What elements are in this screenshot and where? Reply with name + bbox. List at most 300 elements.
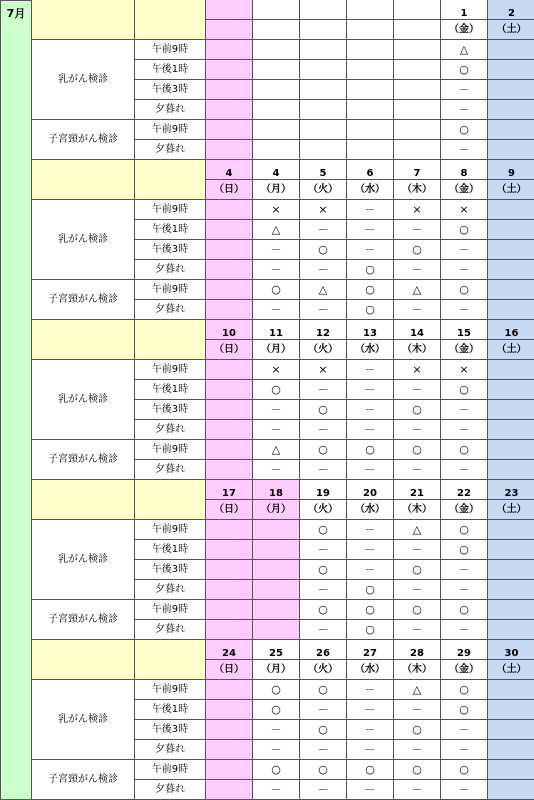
exam-name: 乳がん検診 bbox=[32, 680, 135, 760]
availability-mark: × bbox=[441, 360, 488, 380]
availability-mark: △ bbox=[394, 680, 441, 700]
availability-mark bbox=[488, 700, 534, 720]
availability-mark: － bbox=[300, 780, 347, 800]
availability-mark bbox=[206, 140, 253, 160]
availability-mark: － bbox=[300, 540, 347, 560]
availability-mark: － bbox=[347, 220, 394, 240]
availability-mark bbox=[206, 100, 253, 120]
weekday-cell: （水） bbox=[347, 340, 394, 360]
availability-mark: － bbox=[394, 300, 441, 320]
week-header-blank bbox=[135, 480, 206, 520]
exam-name: 乳がん検診 bbox=[32, 40, 135, 120]
availability-mark bbox=[394, 120, 441, 140]
time-slot-label: 午後1時 bbox=[135, 60, 206, 80]
weekday-cell bbox=[347, 20, 394, 40]
date-cell: 14 bbox=[394, 320, 441, 340]
availability-mark: △ bbox=[253, 220, 300, 240]
availability-mark: × bbox=[394, 200, 441, 220]
availability-mark: － bbox=[441, 400, 488, 420]
weekday-cell: （火） bbox=[300, 660, 347, 680]
exam-name: 子宮頸がん検診 bbox=[32, 120, 135, 160]
availability-mark: ○ bbox=[347, 280, 394, 300]
availability-mark bbox=[488, 80, 534, 100]
availability-mark: － bbox=[347, 540, 394, 560]
availability-mark: － bbox=[300, 380, 347, 400]
availability-mark bbox=[206, 460, 253, 480]
date-cell: 4 bbox=[206, 160, 253, 180]
availability-mark: ○ bbox=[394, 760, 441, 780]
availability-mark: － bbox=[441, 720, 488, 740]
availability-mark: ○ bbox=[347, 760, 394, 780]
availability-mark bbox=[253, 60, 300, 80]
week-header-blank bbox=[32, 0, 135, 40]
availability-mark bbox=[206, 80, 253, 100]
weekday-cell: （火） bbox=[300, 180, 347, 200]
availability-mark bbox=[253, 600, 300, 620]
date-cell: 12 bbox=[300, 320, 347, 340]
availability-mark: － bbox=[441, 780, 488, 800]
availability-mark: － bbox=[347, 720, 394, 740]
availability-mark bbox=[394, 80, 441, 100]
availability-mark: － bbox=[347, 420, 394, 440]
availability-mark: ○ bbox=[394, 720, 441, 740]
availability-mark bbox=[488, 720, 534, 740]
availability-mark: － bbox=[394, 220, 441, 240]
date-cell bbox=[206, 0, 253, 20]
weekday-cell bbox=[253, 20, 300, 40]
availability-mark: ○ bbox=[253, 680, 300, 700]
date-cell: 17 bbox=[206, 480, 253, 500]
availability-mark bbox=[488, 540, 534, 560]
availability-mark: － bbox=[253, 260, 300, 280]
availability-mark bbox=[488, 520, 534, 540]
availability-mark bbox=[488, 280, 534, 300]
date-cell: 19 bbox=[300, 480, 347, 500]
availability-mark: － bbox=[394, 540, 441, 560]
availability-mark: ○ bbox=[441, 280, 488, 300]
availability-mark: － bbox=[441, 460, 488, 480]
date-cell: 1 bbox=[441, 0, 488, 20]
time-slot-label: 午前9時 bbox=[135, 200, 206, 220]
week-header-blank bbox=[135, 0, 206, 40]
time-slot-label: 夕暮れ bbox=[135, 580, 206, 600]
availability-mark bbox=[300, 120, 347, 140]
availability-mark: － bbox=[394, 780, 441, 800]
week-header-blank bbox=[32, 480, 135, 520]
availability-mark bbox=[206, 380, 253, 400]
availability-mark: ○ bbox=[253, 380, 300, 400]
week-header-blank bbox=[32, 320, 135, 360]
availability-mark bbox=[488, 240, 534, 260]
availability-mark: － bbox=[347, 740, 394, 760]
date-cell: 2 bbox=[488, 0, 534, 20]
availability-mark bbox=[488, 460, 534, 480]
exam-name: 子宮頸がん検診 bbox=[32, 600, 135, 640]
date-cell: 29 bbox=[441, 640, 488, 660]
date-cell: 10 bbox=[206, 320, 253, 340]
weekday-cell: （月） bbox=[253, 180, 300, 200]
availability-mark: △ bbox=[394, 520, 441, 540]
availability-mark: ○ bbox=[347, 620, 394, 640]
weekday-cell: （金） bbox=[441, 20, 488, 40]
availability-mark bbox=[300, 80, 347, 100]
weekday-cell: （月） bbox=[253, 340, 300, 360]
availability-mark: × bbox=[253, 360, 300, 380]
weekday-cell: （木） bbox=[394, 500, 441, 520]
availability-mark: ○ bbox=[300, 760, 347, 780]
time-slot-label: 午前9時 bbox=[135, 280, 206, 300]
availability-mark bbox=[206, 560, 253, 580]
availability-mark: ○ bbox=[441, 760, 488, 780]
weekday-cell: （日） bbox=[206, 500, 253, 520]
availability-mark: － bbox=[347, 200, 394, 220]
availability-mark bbox=[488, 580, 534, 600]
availability-mark bbox=[206, 680, 253, 700]
weekday-cell: （日） bbox=[206, 180, 253, 200]
availability-mark bbox=[300, 60, 347, 80]
date-cell: 20 bbox=[347, 480, 394, 500]
time-slot-label: 夕暮れ bbox=[135, 740, 206, 760]
availability-mark bbox=[206, 300, 253, 320]
availability-mark bbox=[488, 40, 534, 60]
availability-mark: － bbox=[347, 780, 394, 800]
availability-mark bbox=[206, 220, 253, 240]
availability-mark: △ bbox=[253, 440, 300, 460]
time-slot-label: 午後3時 bbox=[135, 720, 206, 740]
exam-name: 子宮頸がん検診 bbox=[32, 440, 135, 480]
date-cell: 18 bbox=[253, 480, 300, 500]
availability-mark: － bbox=[441, 100, 488, 120]
availability-mark bbox=[206, 540, 253, 560]
weekday-cell: （土） bbox=[488, 20, 534, 40]
availability-mark bbox=[206, 240, 253, 260]
date-cell: 11 bbox=[253, 320, 300, 340]
availability-mark: ○ bbox=[394, 600, 441, 620]
availability-mark: ○ bbox=[300, 600, 347, 620]
availability-mark: ○ bbox=[441, 60, 488, 80]
time-slot-label: 午後3時 bbox=[135, 560, 206, 580]
availability-mark: － bbox=[394, 740, 441, 760]
availability-mark bbox=[253, 80, 300, 100]
availability-mark: － bbox=[300, 620, 347, 640]
weekday-cell: （木） bbox=[394, 660, 441, 680]
availability-mark bbox=[488, 220, 534, 240]
availability-mark bbox=[206, 580, 253, 600]
time-slot-label: 午前9時 bbox=[135, 520, 206, 540]
week-header-blank bbox=[135, 320, 206, 360]
availability-mark: ○ bbox=[441, 520, 488, 540]
time-slot-label: 午前9時 bbox=[135, 600, 206, 620]
weekday-cell: （金） bbox=[441, 180, 488, 200]
availability-mark bbox=[394, 40, 441, 60]
availability-mark bbox=[488, 300, 534, 320]
weekday-cell: （金） bbox=[441, 660, 488, 680]
time-slot-label: 午後3時 bbox=[135, 400, 206, 420]
availability-mark bbox=[488, 680, 534, 700]
date-cell: 21 bbox=[394, 480, 441, 500]
time-slot-label: 午後3時 bbox=[135, 80, 206, 100]
availability-mark: － bbox=[441, 300, 488, 320]
date-cell: 16 bbox=[488, 320, 534, 340]
time-slot-label: 夕暮れ bbox=[135, 780, 206, 800]
date-cell: 8 bbox=[441, 160, 488, 180]
availability-mark bbox=[488, 560, 534, 580]
time-slot-label: 午後1時 bbox=[135, 380, 206, 400]
time-slot-label: 午前9時 bbox=[135, 680, 206, 700]
time-slot-label: 午前9時 bbox=[135, 120, 206, 140]
availability-mark bbox=[488, 60, 534, 80]
date-cell: 5 bbox=[300, 160, 347, 180]
weekday-cell: （土） bbox=[488, 180, 534, 200]
availability-mark: － bbox=[300, 700, 347, 720]
time-slot-label: 夕暮れ bbox=[135, 100, 206, 120]
availability-mark: － bbox=[347, 460, 394, 480]
availability-mark bbox=[347, 100, 394, 120]
availability-mark: ○ bbox=[394, 440, 441, 460]
availability-mark: △ bbox=[394, 280, 441, 300]
availability-mark bbox=[488, 380, 534, 400]
availability-mark: － bbox=[394, 580, 441, 600]
time-slot-label: 午後3時 bbox=[135, 240, 206, 260]
availability-mark bbox=[253, 520, 300, 540]
availability-mark: △ bbox=[300, 280, 347, 300]
availability-mark: － bbox=[347, 560, 394, 580]
availability-mark: － bbox=[441, 420, 488, 440]
weekday-cell: （金） bbox=[441, 500, 488, 520]
time-slot-label: 午前9時 bbox=[135, 40, 206, 60]
time-slot-label: 午前9時 bbox=[135, 360, 206, 380]
availability-mark: ○ bbox=[347, 260, 394, 280]
availability-mark bbox=[253, 620, 300, 640]
availability-mark bbox=[347, 60, 394, 80]
availability-mark: ○ bbox=[347, 600, 394, 620]
time-slot-label: 夕暮れ bbox=[135, 300, 206, 320]
availability-mark bbox=[300, 140, 347, 160]
availability-mark: － bbox=[394, 620, 441, 640]
weekday-cell bbox=[300, 20, 347, 40]
availability-mark bbox=[253, 100, 300, 120]
weekday-cell: （土） bbox=[488, 340, 534, 360]
availability-mark: ○ bbox=[441, 600, 488, 620]
availability-mark bbox=[488, 600, 534, 620]
availability-mark: － bbox=[347, 380, 394, 400]
availability-mark: － bbox=[441, 260, 488, 280]
availability-mark bbox=[206, 280, 253, 300]
availability-mark: － bbox=[441, 620, 488, 640]
date-cell: 25 bbox=[253, 640, 300, 660]
weekday-cell: （水） bbox=[347, 660, 394, 680]
date-cell: 30 bbox=[488, 640, 534, 660]
weekday-cell: （土） bbox=[488, 500, 534, 520]
date-cell: 15 bbox=[441, 320, 488, 340]
availability-mark: ○ bbox=[394, 560, 441, 580]
availability-mark: － bbox=[253, 420, 300, 440]
week-header-blank bbox=[135, 640, 206, 680]
availability-mark bbox=[206, 620, 253, 640]
weekday-cell: （水） bbox=[347, 180, 394, 200]
weekday-cell: （木） bbox=[394, 340, 441, 360]
availability-mark bbox=[488, 100, 534, 120]
availability-mark: － bbox=[300, 260, 347, 280]
exam-name: 乳がん検診 bbox=[32, 360, 135, 440]
availability-mark: － bbox=[300, 220, 347, 240]
availability-mark: ○ bbox=[300, 680, 347, 700]
availability-mark: － bbox=[394, 260, 441, 280]
availability-mark: － bbox=[441, 740, 488, 760]
availability-mark bbox=[488, 360, 534, 380]
week-header-blank bbox=[135, 160, 206, 200]
availability-mark: ○ bbox=[253, 760, 300, 780]
weekday-cell bbox=[206, 20, 253, 40]
availability-mark bbox=[300, 40, 347, 60]
availability-mark bbox=[206, 520, 253, 540]
availability-mark bbox=[347, 120, 394, 140]
availability-mark: － bbox=[347, 360, 394, 380]
weekday-cell: （水） bbox=[347, 500, 394, 520]
time-slot-label: 午前9時 bbox=[135, 760, 206, 780]
availability-mark: ○ bbox=[441, 680, 488, 700]
availability-mark bbox=[206, 600, 253, 620]
week-header-blank bbox=[32, 160, 135, 200]
availability-mark bbox=[206, 40, 253, 60]
availability-mark: － bbox=[347, 240, 394, 260]
availability-mark bbox=[488, 260, 534, 280]
availability-mark bbox=[347, 40, 394, 60]
date-cell: 4 bbox=[253, 160, 300, 180]
availability-mark: － bbox=[347, 520, 394, 540]
availability-mark bbox=[253, 580, 300, 600]
exam-name: 乳がん検診 bbox=[32, 520, 135, 600]
availability-mark: － bbox=[441, 580, 488, 600]
availability-mark: － bbox=[394, 460, 441, 480]
availability-mark: － bbox=[253, 240, 300, 260]
availability-mark bbox=[488, 440, 534, 460]
weekday-cell: （火） bbox=[300, 500, 347, 520]
weekday-cell: （土） bbox=[488, 660, 534, 680]
availability-mark: － bbox=[300, 580, 347, 600]
availability-mark bbox=[253, 140, 300, 160]
availability-mark bbox=[488, 140, 534, 160]
availability-mark bbox=[488, 780, 534, 800]
availability-mark: － bbox=[394, 700, 441, 720]
availability-mark: － bbox=[253, 300, 300, 320]
availability-mark bbox=[206, 200, 253, 220]
date-cell: 22 bbox=[441, 480, 488, 500]
availability-mark bbox=[488, 620, 534, 640]
availability-mark bbox=[347, 80, 394, 100]
availability-mark: ○ bbox=[441, 440, 488, 460]
date-cell bbox=[300, 0, 347, 20]
availability-mark bbox=[253, 540, 300, 560]
exam-name: 子宮頸がん検診 bbox=[32, 760, 135, 800]
weekday-cell: （火） bbox=[300, 340, 347, 360]
availability-mark: ○ bbox=[394, 240, 441, 260]
availability-mark: ○ bbox=[300, 560, 347, 580]
time-slot-label: 夕暮れ bbox=[135, 140, 206, 160]
availability-mark: ○ bbox=[300, 520, 347, 540]
availability-mark bbox=[206, 760, 253, 780]
time-slot-label: 午前9時 bbox=[135, 440, 206, 460]
availability-mark: ○ bbox=[441, 700, 488, 720]
date-cell: 28 bbox=[394, 640, 441, 660]
availability-mark bbox=[394, 140, 441, 160]
availability-mark bbox=[488, 120, 534, 140]
weekday-cell: （月） bbox=[253, 660, 300, 680]
availability-mark: － bbox=[394, 380, 441, 400]
availability-mark: × bbox=[441, 200, 488, 220]
availability-mark bbox=[206, 720, 253, 740]
weekday-cell: （日） bbox=[206, 340, 253, 360]
availability-mark: － bbox=[300, 300, 347, 320]
availability-mark bbox=[253, 40, 300, 60]
availability-mark: ○ bbox=[394, 400, 441, 420]
exam-name: 子宮頸がん検診 bbox=[32, 280, 135, 320]
availability-mark: ○ bbox=[253, 280, 300, 300]
availability-mark bbox=[488, 740, 534, 760]
availability-mark: ○ bbox=[347, 580, 394, 600]
availability-mark bbox=[206, 400, 253, 420]
availability-mark: － bbox=[300, 740, 347, 760]
time-slot-label: 午後1時 bbox=[135, 540, 206, 560]
exam-name: 乳がん検診 bbox=[32, 200, 135, 280]
availability-mark: ○ bbox=[441, 220, 488, 240]
availability-mark bbox=[488, 760, 534, 780]
availability-mark bbox=[206, 780, 253, 800]
availability-mark: ○ bbox=[300, 440, 347, 460]
availability-mark bbox=[347, 140, 394, 160]
availability-mark bbox=[206, 420, 253, 440]
availability-mark bbox=[253, 560, 300, 580]
availability-mark bbox=[206, 260, 253, 280]
date-cell: 23 bbox=[488, 480, 534, 500]
availability-mark: － bbox=[253, 400, 300, 420]
availability-mark: － bbox=[441, 140, 488, 160]
availability-mark: ○ bbox=[347, 440, 394, 460]
availability-mark: ○ bbox=[300, 400, 347, 420]
weekday-cell bbox=[394, 20, 441, 40]
availability-mark bbox=[206, 60, 253, 80]
availability-mark: － bbox=[441, 80, 488, 100]
weekday-cell: （金） bbox=[441, 340, 488, 360]
availability-mark bbox=[488, 400, 534, 420]
availability-mark: ○ bbox=[441, 540, 488, 560]
date-cell: 24 bbox=[206, 640, 253, 660]
date-cell: 6 bbox=[347, 160, 394, 180]
availability-mark: － bbox=[300, 460, 347, 480]
availability-mark: － bbox=[253, 460, 300, 480]
availability-mark bbox=[206, 740, 253, 760]
time-slot-label: 夕暮れ bbox=[135, 620, 206, 640]
time-slot-label: 夕暮れ bbox=[135, 420, 206, 440]
availability-mark bbox=[253, 120, 300, 140]
date-cell: 13 bbox=[347, 320, 394, 340]
availability-mark: ○ bbox=[441, 120, 488, 140]
date-cell bbox=[347, 0, 394, 20]
availability-mark bbox=[206, 700, 253, 720]
availability-mark: － bbox=[253, 720, 300, 740]
availability-mark bbox=[488, 420, 534, 440]
availability-mark: － bbox=[347, 400, 394, 420]
availability-mark: × bbox=[394, 360, 441, 380]
availability-mark: － bbox=[253, 740, 300, 760]
date-cell bbox=[394, 0, 441, 20]
availability-mark bbox=[394, 100, 441, 120]
availability-mark: － bbox=[347, 680, 394, 700]
weekday-cell: （日） bbox=[206, 660, 253, 680]
availability-mark: × bbox=[300, 360, 347, 380]
availability-mark bbox=[300, 100, 347, 120]
weekday-cell: （木） bbox=[394, 180, 441, 200]
